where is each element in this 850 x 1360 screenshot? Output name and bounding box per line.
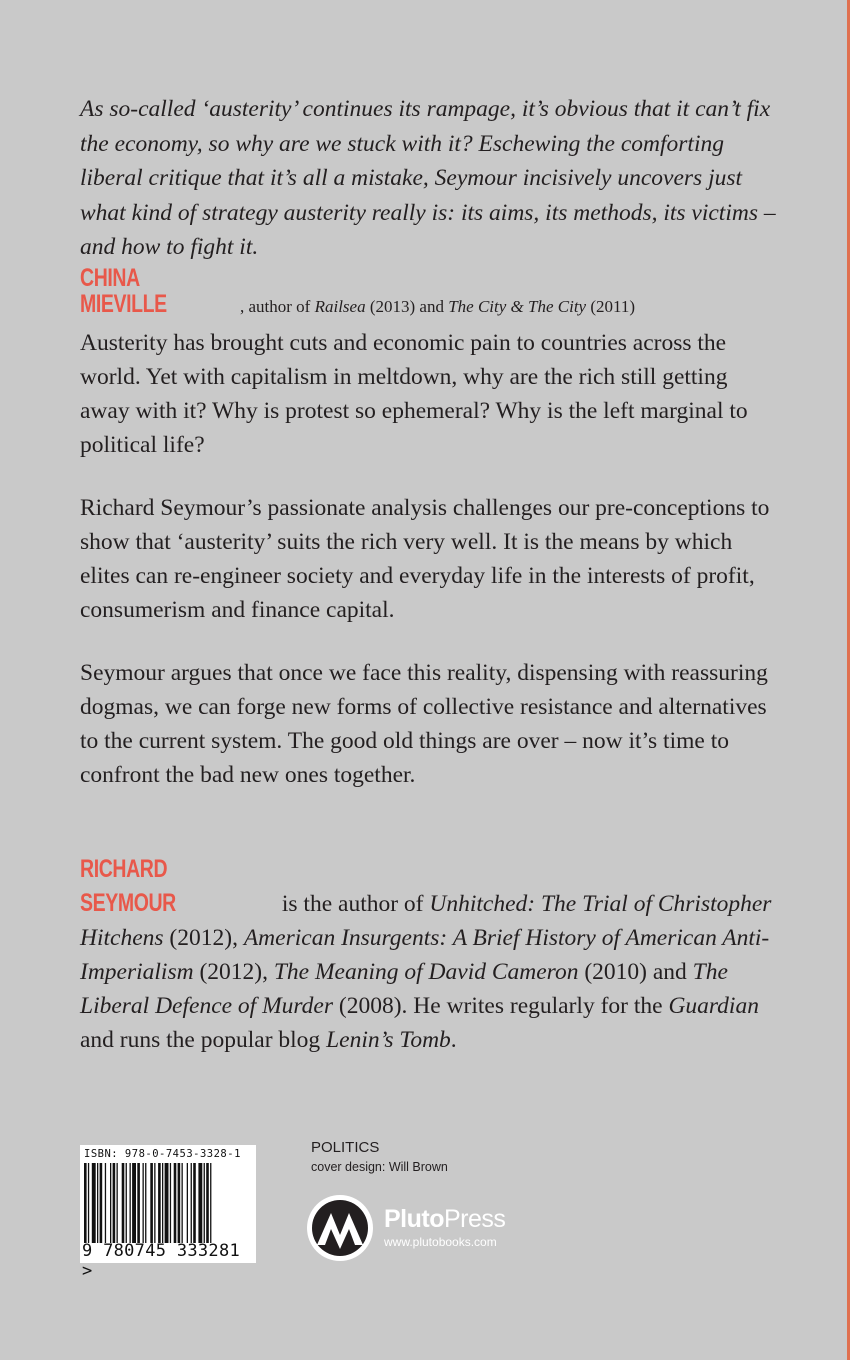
barcode-bar xyxy=(158,1163,161,1243)
barcode-bar xyxy=(137,1163,140,1243)
barcode-bar xyxy=(100,1163,103,1243)
barcode-bar xyxy=(162,1163,163,1243)
pluto-press-logo-icon xyxy=(305,1193,375,1263)
cover-design-credit: cover design: Will Brown xyxy=(311,1160,448,1174)
barcode-bar xyxy=(130,1163,131,1243)
barcode-bar xyxy=(198,1163,202,1243)
author-name: RICHARD SEYMOUR xyxy=(80,855,176,917)
barcode-bar xyxy=(126,1163,127,1243)
barcode-bar xyxy=(113,1163,116,1243)
publisher-url: www.plutobooks.com xyxy=(384,1235,497,1249)
barcode-bar xyxy=(132,1163,136,1243)
barcode-bar xyxy=(204,1163,205,1243)
barcode-bar xyxy=(165,1163,169,1243)
barcode-bar xyxy=(154,1163,155,1243)
barcode-bar xyxy=(150,1163,153,1243)
isbn-label: ISBN: 978-0-7453-3328-1 xyxy=(84,1148,241,1160)
reviewer-name: CHINA MIEVILLE xyxy=(80,264,167,318)
barcode-bar xyxy=(187,1163,188,1243)
barcode-bar xyxy=(178,1163,181,1243)
barcode-bar xyxy=(143,1163,144,1243)
publisher-name: PlutoPress xyxy=(384,1205,506,1233)
barcode-bar xyxy=(206,1163,209,1243)
barcode-bar xyxy=(84,1163,87,1243)
barcode-bar xyxy=(105,1163,106,1243)
barcode-bar xyxy=(170,1163,171,1243)
description-paragraph-1: Austerity has brought cuts and economic pain to countries across the world. Yet with capitalism in meltdown, why are the rich still getting away with it? Why is protest so ephemeral? Why is the left marginal to political life? xyxy=(80,330,748,458)
barcode-bar xyxy=(122,1163,125,1243)
author-bio: RICHARD SEYMOUR is the author of Unhitched: The Trial of Christopher Hitchens (2012), American Insurgents: A Brief History of American Anti-Imperialism (2012), The Meaning of David Cameron (2010) and The Liberal Defence of Murder (2008). He writes regularly for the Guardian and runs the popular blog Lenin’s Tomb. xyxy=(80,852,780,1057)
barcode-bar xyxy=(182,1163,183,1243)
review-quote: As so-called ‘austerity’ continues its rampage, it’s obvious that it can’t fix the economy, so why are we stuck with it? Eschewing the comforting liberal critique that it’s all a mistake, Seymour incisively uncovers just what kind of strategy austerity really is: its aims, its methods, its victims – and how to fight it. xyxy=(80,96,776,260)
barcode-bar xyxy=(97,1163,98,1243)
quote-attribution: CHINA MIEVILLE , author of Railsea (2013) and The City & The City (2011) xyxy=(80,264,636,318)
barcode-bar xyxy=(174,1163,177,1243)
barcode-bar xyxy=(92,1163,96,1243)
barcode-bar xyxy=(193,1163,196,1243)
barcode-bar xyxy=(110,1163,111,1243)
isbn-barcode xyxy=(80,1145,256,1281)
barcode-bars xyxy=(84,1163,252,1243)
description-paragraph-3: Seymour argues that once we face this reality, dispensing with reassuring dogmas, we can forge new forms of collective resistance and alternatives to the current system. The good old things are over – now it’s time to confront the bad new ones together. xyxy=(80,660,768,788)
category-label: POLITICS xyxy=(311,1139,380,1156)
barcode-bar xyxy=(117,1163,118,1243)
description-paragraph-2: Richard Seymour’s passionate analysis challenges our pre-conceptions to show that ‘austerity’ suits the rich very well. It is the means by which elites can re-engineer society and everyday life in the interests of profit, consumerism and finance capital. xyxy=(80,495,770,623)
isbn-digits: 9 780745 333281 > xyxy=(82,1241,241,1281)
barcode-bar xyxy=(145,1163,146,1243)
barcode-bar xyxy=(210,1163,211,1243)
barcode-bar xyxy=(191,1163,192,1243)
barcode-bar xyxy=(88,1163,89,1243)
